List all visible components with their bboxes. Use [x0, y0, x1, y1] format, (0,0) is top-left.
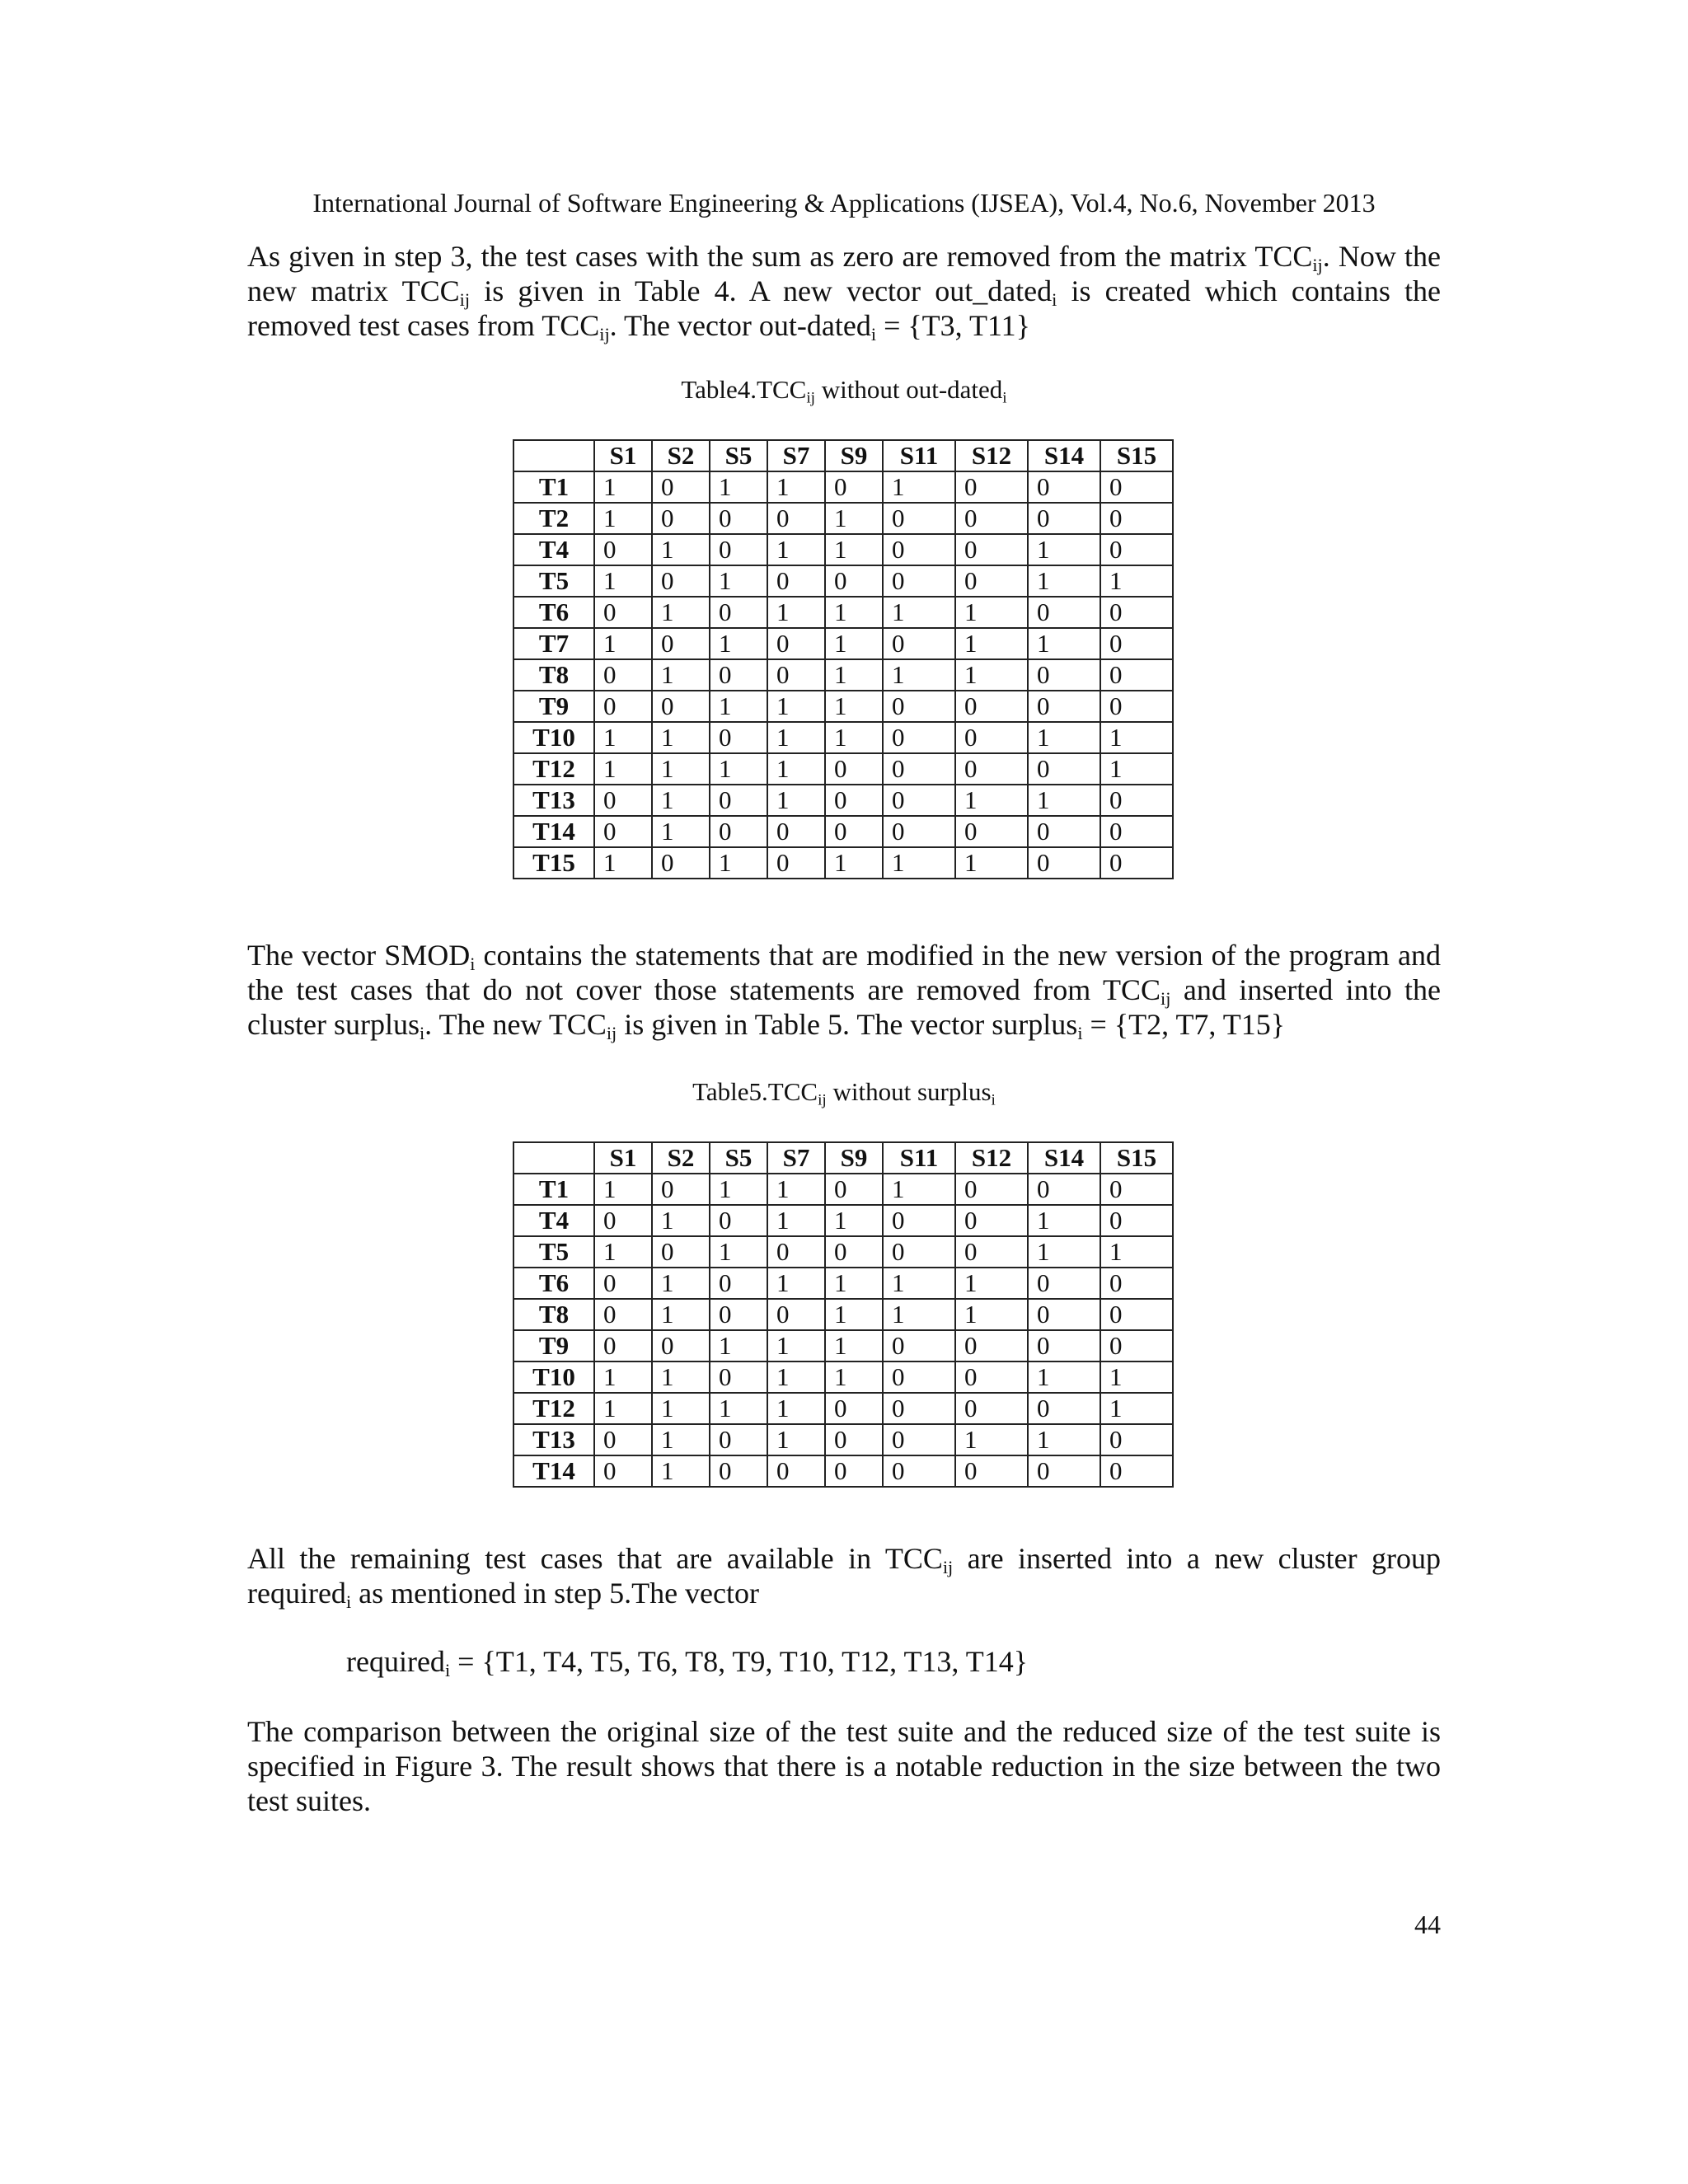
table-cell: 0 — [767, 659, 825, 691]
table-cell: 1 — [652, 1424, 710, 1455]
table-cell: 1 — [710, 847, 767, 879]
table-cell: 1 — [1028, 1205, 1100, 1236]
table-cell: 1 — [955, 1268, 1028, 1299]
table-row — [513, 722, 1173, 753]
table-cell: 1 — [594, 1236, 652, 1268]
table-cell: 0 — [883, 628, 955, 659]
column-header: S9 — [825, 440, 883, 471]
table-cell: 1 — [710, 1236, 767, 1268]
table-cell: 0 — [825, 1236, 883, 1268]
table-cell: 0 — [1100, 628, 1173, 659]
table-cell: 0 — [955, 1330, 1028, 1361]
table-cell: 0 — [1100, 1299, 1173, 1330]
table-cell: 0 — [652, 565, 710, 597]
table-cell: 0 — [652, 1330, 710, 1361]
table-cell: 1 — [594, 1393, 652, 1424]
table-cell: 0 — [1100, 816, 1173, 847]
column-header: S2 — [652, 440, 710, 471]
table-cell: 1 — [710, 471, 767, 503]
table-cell: 1 — [1100, 1361, 1173, 1393]
table-cell: 0 — [883, 785, 955, 816]
table-cell: 0 — [955, 691, 1028, 722]
column-header: S11 — [883, 1142, 955, 1174]
table-cell: 1 — [955, 1299, 1028, 1330]
table-cell: 1 — [594, 471, 652, 503]
table-cell: 0 — [710, 722, 767, 753]
table-cell: 0 — [955, 1361, 1028, 1393]
table-cell: 0 — [883, 1205, 955, 1236]
table-cell: 0 — [767, 1299, 825, 1330]
table-row — [513, 1424, 1173, 1455]
table-cell: 0 — [1028, 847, 1100, 879]
table-cell: 1 — [767, 471, 825, 503]
table-cell: 0 — [710, 503, 767, 534]
table-cell: 0 — [955, 1236, 1028, 1268]
row-header: T8 — [513, 659, 594, 691]
paragraph-required: All the remaining test cases that are available in $TCC_{ij}$ are inserted into a new cluster group required$_i$ as mentioned in step 5.The vector — [247, 1542, 1442, 1613]
table-cell: 1 — [1100, 1393, 1173, 1424]
table-cell: 1 — [767, 1330, 825, 1361]
table-cell: 0 — [883, 1393, 955, 1424]
table-cell: 1 — [825, 1361, 883, 1393]
table-cell: 0 — [955, 1174, 1028, 1205]
table-cell: 1 — [594, 1174, 652, 1205]
table-cell: 0 — [594, 1205, 652, 1236]
table-row — [513, 1174, 1173, 1205]
table-cell: 0 — [1028, 471, 1100, 503]
column-header: S15 — [1100, 1142, 1173, 1174]
table-cell: 0 — [1100, 1424, 1173, 1455]
table-cell: 0 — [955, 503, 1028, 534]
table-cell: 0 — [825, 816, 883, 847]
table-cell: 1 — [825, 1205, 883, 1236]
row-header: T10 — [513, 1361, 594, 1393]
table-cell: 0 — [883, 722, 955, 753]
table-row — [513, 1205, 1173, 1236]
table-header-row — [513, 440, 1173, 471]
table-cell: 1 — [652, 753, 710, 785]
column-header: S1 — [594, 440, 652, 471]
row-header: T13 — [513, 1424, 594, 1455]
table-cell: 0 — [710, 659, 767, 691]
column-header: S7 — [767, 1142, 825, 1174]
table-cell: 1 — [652, 1393, 710, 1424]
table-cell: 0 — [652, 1236, 710, 1268]
table-cell: 0 — [1100, 534, 1173, 565]
table-row — [513, 1455, 1173, 1487]
table-cell: 1 — [652, 722, 710, 753]
row-header: T6 — [513, 1268, 594, 1299]
table-cell: 1 — [825, 691, 883, 722]
table-cell: 0 — [883, 1236, 955, 1268]
table-row — [513, 847, 1173, 879]
table-cell: 0 — [1100, 1205, 1173, 1236]
table-cell: 0 — [767, 628, 825, 659]
table-cell: 0 — [767, 503, 825, 534]
table-cell: 1 — [710, 565, 767, 597]
table-cell: 1 — [767, 1268, 825, 1299]
row-header: T1 — [513, 1174, 594, 1205]
table-cell: 1 — [883, 659, 955, 691]
table-cell: 0 — [1100, 691, 1173, 722]
row-header: T13 — [513, 785, 594, 816]
table-cell: 0 — [883, 1424, 955, 1455]
table-row — [513, 565, 1173, 597]
table-cell: 1 — [652, 816, 710, 847]
table-cell: 1 — [767, 691, 825, 722]
table-cell: 0 — [883, 565, 955, 597]
table-row — [513, 659, 1173, 691]
table-cell: 0 — [955, 1205, 1028, 1236]
table-cell: 0 — [825, 471, 883, 503]
table-cell: 1 — [825, 847, 883, 879]
table-cell: 0 — [1028, 659, 1100, 691]
table-cell: 1 — [710, 1174, 767, 1205]
table-row — [513, 1268, 1173, 1299]
table-cell: 0 — [955, 722, 1028, 753]
table-cell: 1 — [825, 1268, 883, 1299]
table-cell: 0 — [1100, 1455, 1173, 1487]
table-cell: 1 — [825, 503, 883, 534]
table5 — [513, 1141, 1174, 1488]
row-header: T4 — [513, 534, 594, 565]
table4 — [513, 439, 1174, 879]
row-header: T14 — [513, 1455, 594, 1487]
table-cell: 1 — [594, 503, 652, 534]
table-cell: 0 — [710, 816, 767, 847]
table-cell: 1 — [1100, 722, 1173, 753]
column-header: S12 — [955, 1142, 1028, 1174]
table-cell: 0 — [1028, 753, 1100, 785]
table-cell: 1 — [825, 597, 883, 628]
row-header: T8 — [513, 1299, 594, 1330]
row-header: T7 — [513, 628, 594, 659]
table-cell: 1 — [955, 659, 1028, 691]
table-cell: 0 — [825, 1424, 883, 1455]
table-cell: 0 — [594, 1268, 652, 1299]
table-cell: 0 — [652, 628, 710, 659]
table5-caption: $Table5.TCC_{ij}$ without surplus$_i$ — [692, 1077, 996, 1109]
table-cell: 0 — [710, 785, 767, 816]
table-cell: 0 — [1028, 816, 1100, 847]
row-header: T2 — [513, 503, 594, 534]
table-cell: 1 — [652, 1361, 710, 1393]
table-cell: 1 — [594, 722, 652, 753]
table-cell: 0 — [652, 847, 710, 879]
table-cell: 0 — [1100, 503, 1173, 534]
table-cell: 0 — [955, 534, 1028, 565]
column-header: S12 — [955, 440, 1028, 471]
table-cell: 0 — [883, 1455, 955, 1487]
column-header: S5 — [710, 440, 767, 471]
table-cell: 1 — [1028, 565, 1100, 597]
table-cell: 0 — [594, 534, 652, 565]
table-cell: 0 — [825, 1455, 883, 1487]
required-vector-formula: required$_i$ = {T1, T4, T5, T6, T8, T9, T10, T12, T13, T14} — [346, 1645, 1029, 1681]
table-cell: 1 — [883, 1174, 955, 1205]
table-cell: 1 — [652, 1299, 710, 1330]
table-cell: 1 — [767, 753, 825, 785]
table-cell: 0 — [883, 691, 955, 722]
table-cell: 1 — [1028, 534, 1100, 565]
table-cell: 0 — [767, 565, 825, 597]
table-cell: 0 — [710, 1455, 767, 1487]
table-cell: 0 — [594, 1330, 652, 1361]
table-cell: 0 — [1028, 1299, 1100, 1330]
table-cell: 0 — [825, 1174, 883, 1205]
column-header: S11 — [883, 440, 955, 471]
table-cell: 0 — [594, 1424, 652, 1455]
table-row — [513, 597, 1173, 628]
table-cell: 1 — [1028, 1424, 1100, 1455]
table-cell: 0 — [1100, 597, 1173, 628]
table-cell: 0 — [710, 534, 767, 565]
table-cell: 0 — [652, 691, 710, 722]
table-row — [513, 753, 1173, 785]
table-cell: 1 — [594, 565, 652, 597]
table-cell: 1 — [652, 1455, 710, 1487]
table-cell: 1 — [767, 1424, 825, 1455]
column-header: S14 — [1028, 440, 1100, 471]
row-header: T10 — [513, 722, 594, 753]
table-cell: 0 — [883, 1330, 955, 1361]
table-cell: 0 — [710, 1299, 767, 1330]
table-cell: 1 — [825, 628, 883, 659]
table-cell: 0 — [883, 816, 955, 847]
table-cell: 1 — [710, 628, 767, 659]
table-cell: 1 — [767, 722, 825, 753]
table-cell: 0 — [955, 816, 1028, 847]
table-cell: 0 — [1028, 1455, 1100, 1487]
table-cell: 0 — [767, 1236, 825, 1268]
table-row — [513, 534, 1173, 565]
table-row — [513, 1330, 1173, 1361]
table-cell: 1 — [825, 722, 883, 753]
table-row — [513, 628, 1173, 659]
page-number: 44 — [1414, 1910, 1441, 1939]
table-cell: 0 — [955, 471, 1028, 503]
table-cell: 0 — [1100, 785, 1173, 816]
table-cell: 1 — [955, 1424, 1028, 1455]
table-cell: 0 — [652, 1174, 710, 1205]
table-cell: 0 — [1028, 503, 1100, 534]
table-cell: 0 — [710, 1268, 767, 1299]
table-cell: 1 — [1028, 785, 1100, 816]
column-header: S15 — [1100, 440, 1173, 471]
table-cell: 0 — [1100, 847, 1173, 879]
table-row — [513, 691, 1173, 722]
table-cell: 1 — [710, 753, 767, 785]
table-cell: 0 — [883, 503, 955, 534]
table-cell: 1 — [767, 785, 825, 816]
table-cell: 1 — [1100, 1236, 1173, 1268]
table-cell: 1 — [955, 597, 1028, 628]
table-cell: 0 — [1028, 1174, 1100, 1205]
row-header: T12 — [513, 753, 594, 785]
table-cell: 0 — [1100, 659, 1173, 691]
table-cell: 1 — [1100, 753, 1173, 785]
table-row — [513, 785, 1173, 816]
column-header: S5 — [710, 1142, 767, 1174]
table-cell: 1 — [652, 1268, 710, 1299]
table-cell: 1 — [883, 597, 955, 628]
table-cell: 0 — [955, 753, 1028, 785]
table-cell: 0 — [594, 1455, 652, 1487]
table-cell: 0 — [955, 1455, 1028, 1487]
table-cell: 1 — [710, 1330, 767, 1361]
table-header-row — [513, 1142, 1173, 1174]
table-cell: 0 — [883, 753, 955, 785]
table4-caption: $Table4.TCC_{ij}$ without out-dated$_i$ — [681, 375, 1007, 407]
row-header: T9 — [513, 1330, 594, 1361]
table-cell: 1 — [825, 534, 883, 565]
column-header: S9 — [825, 1142, 883, 1174]
table-cell: 1 — [594, 847, 652, 879]
table-cell: 0 — [825, 1393, 883, 1424]
table-cell: 0 — [1100, 1330, 1173, 1361]
table-cell: 0 — [1100, 1268, 1173, 1299]
table-cell: 0 — [710, 1205, 767, 1236]
table-cell: 1 — [652, 534, 710, 565]
row-header: T9 — [513, 691, 594, 722]
paragraph-outdated: As given in step 3, the test cases with the sum as zero are removed from the matrix $TCC_{ij}$. Now the new matrix $TCC_{ij}$ is given in Table 4. A new vector out_dated$_i$ is created which contains the removed test cases from $TCC_{ij}$. The vector out-dated$_i$ = {T3, T11} — [247, 240, 1441, 345]
table-row — [513, 816, 1173, 847]
table-cell: 1 — [825, 1299, 883, 1330]
table-cell: 1 — [825, 1330, 883, 1361]
table-cell: 1 — [767, 1361, 825, 1393]
table-cell: 0 — [767, 816, 825, 847]
row-header: T12 — [513, 1393, 594, 1424]
table-cell: 1 — [652, 785, 710, 816]
table-cell: 1 — [767, 597, 825, 628]
row-header: T4 — [513, 1205, 594, 1236]
table-cell: 0 — [767, 1455, 825, 1487]
table-cell: 1 — [883, 1299, 955, 1330]
table-cell: 1 — [1100, 565, 1173, 597]
table-cell: 0 — [1028, 1268, 1100, 1299]
table-cell: 1 — [594, 753, 652, 785]
column-header: S2 — [652, 1142, 710, 1174]
table-cell: 0 — [594, 659, 652, 691]
table-cell: 1 — [767, 1393, 825, 1424]
table-cell: 0 — [825, 565, 883, 597]
row-header: T15 — [513, 847, 594, 879]
column-header: S1 — [594, 1142, 652, 1174]
table-cell: 0 — [594, 816, 652, 847]
paragraph-comparison: The comparison between the original size of the test suite and the reduced size of the test suite is specified in Figure 3. The result shows that there is a notable reduction in the size between the two test suites. — [247, 1715, 1441, 1817]
table-cell: 1 — [594, 1361, 652, 1393]
row-header: T6 — [513, 597, 594, 628]
table-cell: 0 — [767, 847, 825, 879]
table-cell: 0 — [1028, 1330, 1100, 1361]
table-row — [513, 503, 1173, 534]
table-cell: 1 — [652, 597, 710, 628]
table-cell: 1 — [1028, 1236, 1100, 1268]
table-cell: 1 — [594, 628, 652, 659]
table-cell: 0 — [652, 503, 710, 534]
table-row — [513, 1299, 1173, 1330]
table-cell: 0 — [594, 1299, 652, 1330]
table-cell: 1 — [955, 785, 1028, 816]
table-cell: 0 — [955, 565, 1028, 597]
paragraph-surplus: The vector $SMOD_i$ contains the statements that are modified in the new version of the program and the test cases that do not cover those statements are removed from $TCC_{ij}$ and inserted into the cluster surplus$_i$. The new $TCC_{ij}$ is given in Table 5. The vector surplus$_i$ = {T2, T7, T15} — [247, 939, 1441, 1044]
table-cell: 1 — [883, 847, 955, 879]
table-row — [513, 1361, 1173, 1393]
table-cell: 0 — [825, 753, 883, 785]
table-cell: 1 — [767, 1174, 825, 1205]
table-cell: 1 — [710, 1393, 767, 1424]
table-cell: 0 — [652, 471, 710, 503]
table-cell: 0 — [883, 1361, 955, 1393]
table-cell: 0 — [1028, 597, 1100, 628]
table-cell: 1 — [1028, 722, 1100, 753]
table-cell: 0 — [883, 534, 955, 565]
table-cell: 1 — [652, 659, 710, 691]
row-header: T5 — [513, 565, 594, 597]
table-cell: 0 — [1028, 691, 1100, 722]
table-cell: 1 — [1028, 1361, 1100, 1393]
table-cell: 1 — [955, 847, 1028, 879]
column-header: S14 — [1028, 1142, 1100, 1174]
row-header: T14 — [513, 816, 594, 847]
table-cell: 0 — [594, 691, 652, 722]
table-cell: 1 — [710, 691, 767, 722]
table-cell: 0 — [825, 785, 883, 816]
table-cell: 1 — [883, 1268, 955, 1299]
table-cell: 1 — [883, 471, 955, 503]
column-header: S7 — [767, 440, 825, 471]
table-row — [513, 1236, 1173, 1268]
table-row — [513, 471, 1173, 503]
table-cell: 1 — [652, 1205, 710, 1236]
table-cell: 1 — [1028, 628, 1100, 659]
table-corner-cell — [513, 1142, 594, 1174]
table-cell: 0 — [594, 597, 652, 628]
table-cell: 0 — [710, 1361, 767, 1393]
table-cell: 0 — [710, 1424, 767, 1455]
table-cell: 0 — [594, 785, 652, 816]
running-head: International Journal of Software Engineering & Applications (IJSEA), Vol.4, No.6, November 2013 — [312, 188, 1376, 218]
table-cell: 1 — [955, 628, 1028, 659]
table-cell: 1 — [767, 534, 825, 565]
row-header: T1 — [513, 471, 594, 503]
table-cell: 0 — [1100, 1174, 1173, 1205]
table-cell: 1 — [825, 659, 883, 691]
table-cell: 1 — [767, 1205, 825, 1236]
table-cell: 0 — [955, 1393, 1028, 1424]
table-cell: 0 — [1028, 1393, 1100, 1424]
table-cell: 0 — [1100, 471, 1173, 503]
table-corner-cell — [513, 440, 594, 471]
row-header: T5 — [513, 1236, 594, 1268]
table-cell: 0 — [710, 597, 767, 628]
table-row — [513, 1393, 1173, 1424]
